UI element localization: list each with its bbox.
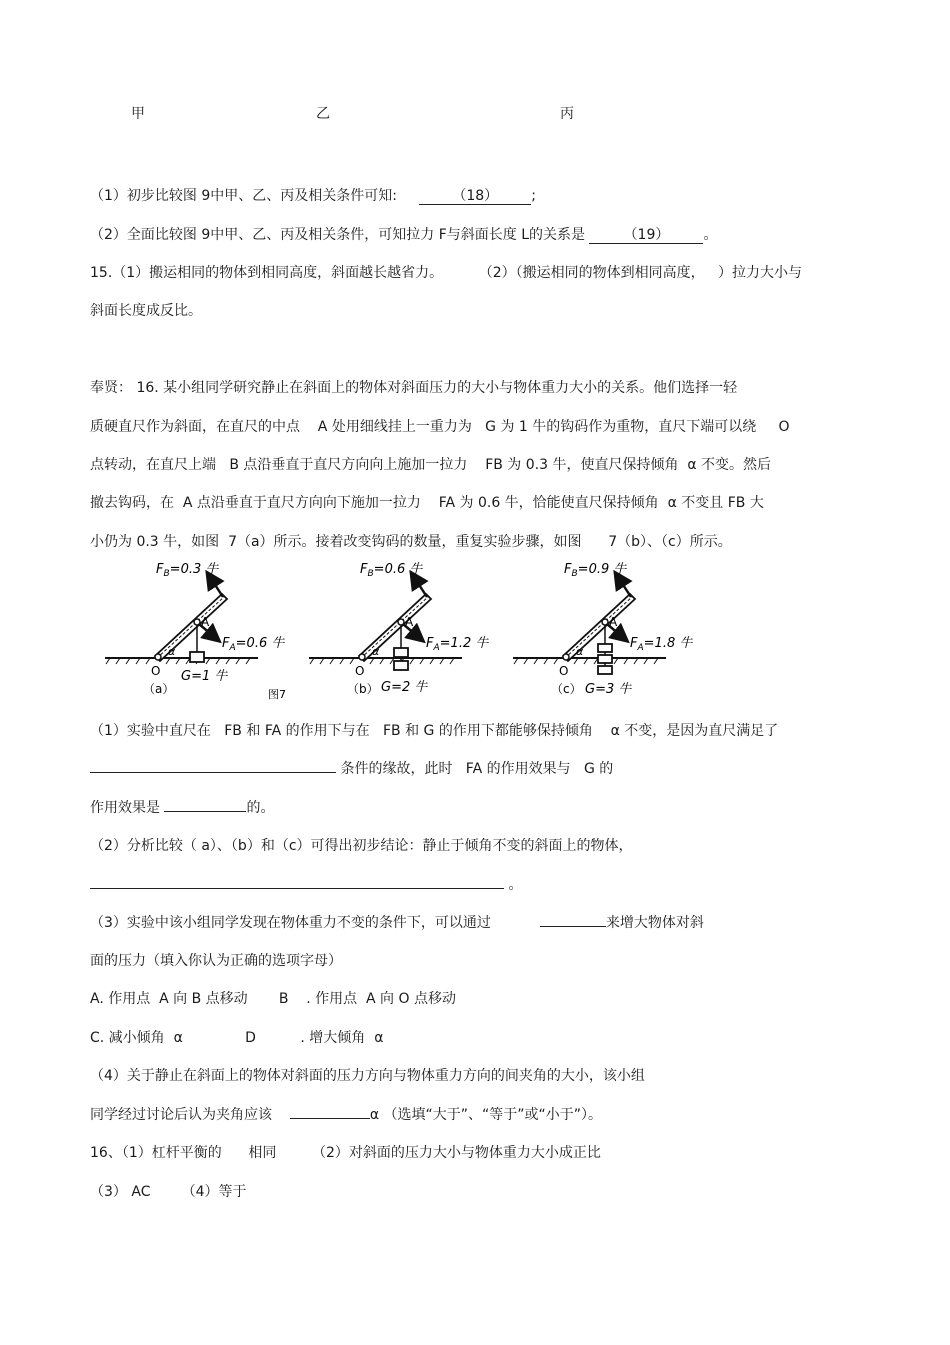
q16-intro-line1: 奉贤： 16. 某小组同学研究静止在斜面上的物体对斜面压力的大小与物体重力大小的关系。他们选择一轻 — [90, 380, 738, 396]
q16-q1-line3-suffix: 的。 — [246, 800, 275, 816]
figure-label-bing: 丙 — [560, 106, 574, 122]
fa-label-b: $F_A=1.2$ 牛 — [426, 636, 489, 653]
q16-q1-line2-text: 条件的缘故，此时 FA 的作用效果与 G 的 — [336, 761, 614, 777]
q16-q4-blank[interactable] — [290, 1118, 370, 1119]
q15-part1-suffix: ; — [531, 188, 536, 204]
q15-part2 — [90, 226, 717, 244]
point-a-label-c: A — [609, 615, 618, 629]
point-o-label-b: O — [355, 664, 365, 678]
q16-q1-line1: （1）实验中直尺在 FB 和 FA 的作用下与在 FB 和 G 的作用下都能够保持倾角 α 不变，是因为直尺满足了 — [90, 723, 779, 739]
g-label-a: G=1 牛 — [181, 669, 228, 684]
panel-tag-c: （c） — [551, 682, 582, 696]
q15-part2-text: （2）全面比较图 9中甲、乙、丙及相关条件，可知拉力 F与斜面长度 L的关系是 — [90, 227, 586, 243]
fb-label-b: $F_B=0.6$ 牛 — [360, 562, 423, 579]
q16-q1-line3-text: 作用效果是 — [90, 800, 165, 816]
point-a-label-a: A — [201, 615, 210, 629]
point-o-label-a: O — [151, 664, 161, 678]
q16-q3-line1-suffix: 来增大物体对斜 — [605, 915, 704, 931]
point-a-label-b: A — [405, 615, 414, 629]
angle-label-c: α — [576, 645, 584, 658]
q16-q4-line2-suffix: α （选填“大于”、“等于”或“小于”）。 — [369, 1107, 603, 1123]
g-label-b: G=2 牛 — [381, 680, 428, 695]
g-label-c: G=3 牛 — [585, 682, 632, 697]
q16-q3-blank[interactable] — [540, 926, 606, 927]
q15-answer-line2: 斜面长度成反比。 — [90, 303, 202, 319]
panel-tag-b: （b） — [347, 682, 379, 696]
q16-q4-line2 — [90, 1106, 602, 1124]
fb-label-a: $F_B=0.3$ 牛 — [156, 562, 219, 579]
q16-q2-line2 — [90, 876, 522, 894]
q16-q2-line1: （2）分析比较（ a）、（b）和（c）可得出初步结论：静止于倾角不变的斜面上的物体， — [90, 838, 633, 854]
q16-q3-line2: 面的压力（填入你认为正确的选项字母） — [90, 953, 342, 969]
q15-part1 — [90, 187, 536, 205]
q16-options-ab: A. 作用点 A 向 B 点移动 B . 作用点 A 向 O 点移动 — [90, 991, 456, 1007]
q16-intro-line3: 点转动，在直尺上端 B 点沿垂直于直尺方向向上施加一拉力 FB 为 0.3 牛，使直尺保持倾角 α 不变。然后 — [90, 457, 772, 473]
figure-label-yi: 乙 — [316, 106, 330, 122]
q16-q2-line2-suffix: 。 — [508, 877, 523, 893]
q16-q2-blank[interactable] — [90, 888, 504, 889]
fb-label-c: $F_B=0.9$ 牛 — [564, 562, 627, 579]
q16-options-cd: C. 减小倾角 α D . 增大倾角 α — [90, 1030, 384, 1046]
q16-q1-blank2[interactable] — [164, 811, 246, 812]
panel-tag-a: （a） — [143, 682, 175, 696]
q16-q3-line1 — [90, 914, 704, 932]
blank-18[interactable]: （18） — [419, 188, 531, 205]
angle-label-b: α — [372, 645, 380, 658]
point-o-label-c: O — [559, 664, 569, 678]
q16-intro-line5: 小仍为 0.3 牛，如图 7（a）所示。接着改变钩码的数量，重复实验步骤，如图 7（b）、（c）所示。 — [90, 534, 732, 550]
blank-19[interactable]: （19） — [589, 227, 703, 244]
q16-q1-blank1[interactable] — [90, 772, 336, 773]
q16-intro-line4: 撤去钩码，在 A 点沿垂直于直尺方向向下施加一拉力 FA 为 0.6 牛，恰能使直尺保持倾角 α 不变且 FB 大 — [90, 495, 764, 511]
fa-label-a: $F_A=0.6$ 牛 — [222, 636, 285, 653]
q16-q4-line1: （4）关于静止在斜面上的物体对斜面的压力方向与物体重力方向的间夹角的大小，该小组 — [90, 1068, 645, 1084]
figure-caption: 图7 — [268, 688, 286, 701]
angle-label-a: α — [168, 645, 176, 658]
q16-answer-line2: （3） AC （4）等于 — [90, 1184, 247, 1200]
q16-q4-line2-text: 同学经过讨论后认为夹角应该 — [90, 1107, 290, 1123]
q16-q3-line1-text: （3）实验中该小组同学发现在物体重力不变的条件下，可以通过 — [90, 915, 540, 931]
figure-7 — [0, 558, 950, 708]
q16-intro-line2: 质硬直尺作为斜面，在直尺的中点 A 处用细线挂上一重力为 G 为 1 牛的钩码作为重物，直尺下端可以绕 O — [90, 419, 790, 435]
q15-answer-line1: 15.（1）搬运相同的物体到相同高度，斜面越长越省力。 （2）（搬运相同的物体到相同高度， ）拉力大小与 — [90, 265, 803, 281]
fa-label-c: $F_A=1.8$ 牛 — [630, 636, 693, 653]
q15-part1-text: （1）初步比较图 9中甲、乙、丙及相关条件可知: — [90, 188, 397, 204]
figure-label-jia: 甲 — [131, 106, 145, 122]
q16-q1-line3 — [90, 799, 274, 817]
q15-part2-suffix: 。 — [703, 227, 718, 243]
q16-q1-line2 — [90, 760, 613, 778]
q16-answer-line1: 16、（1）杠杆平衡的 相同 （2）对斜面的压力大小与物体重力大小成正比 — [90, 1145, 601, 1161]
figure-7-panel-c — [513, 574, 666, 674]
figure-7-panel-b — [309, 574, 462, 670]
